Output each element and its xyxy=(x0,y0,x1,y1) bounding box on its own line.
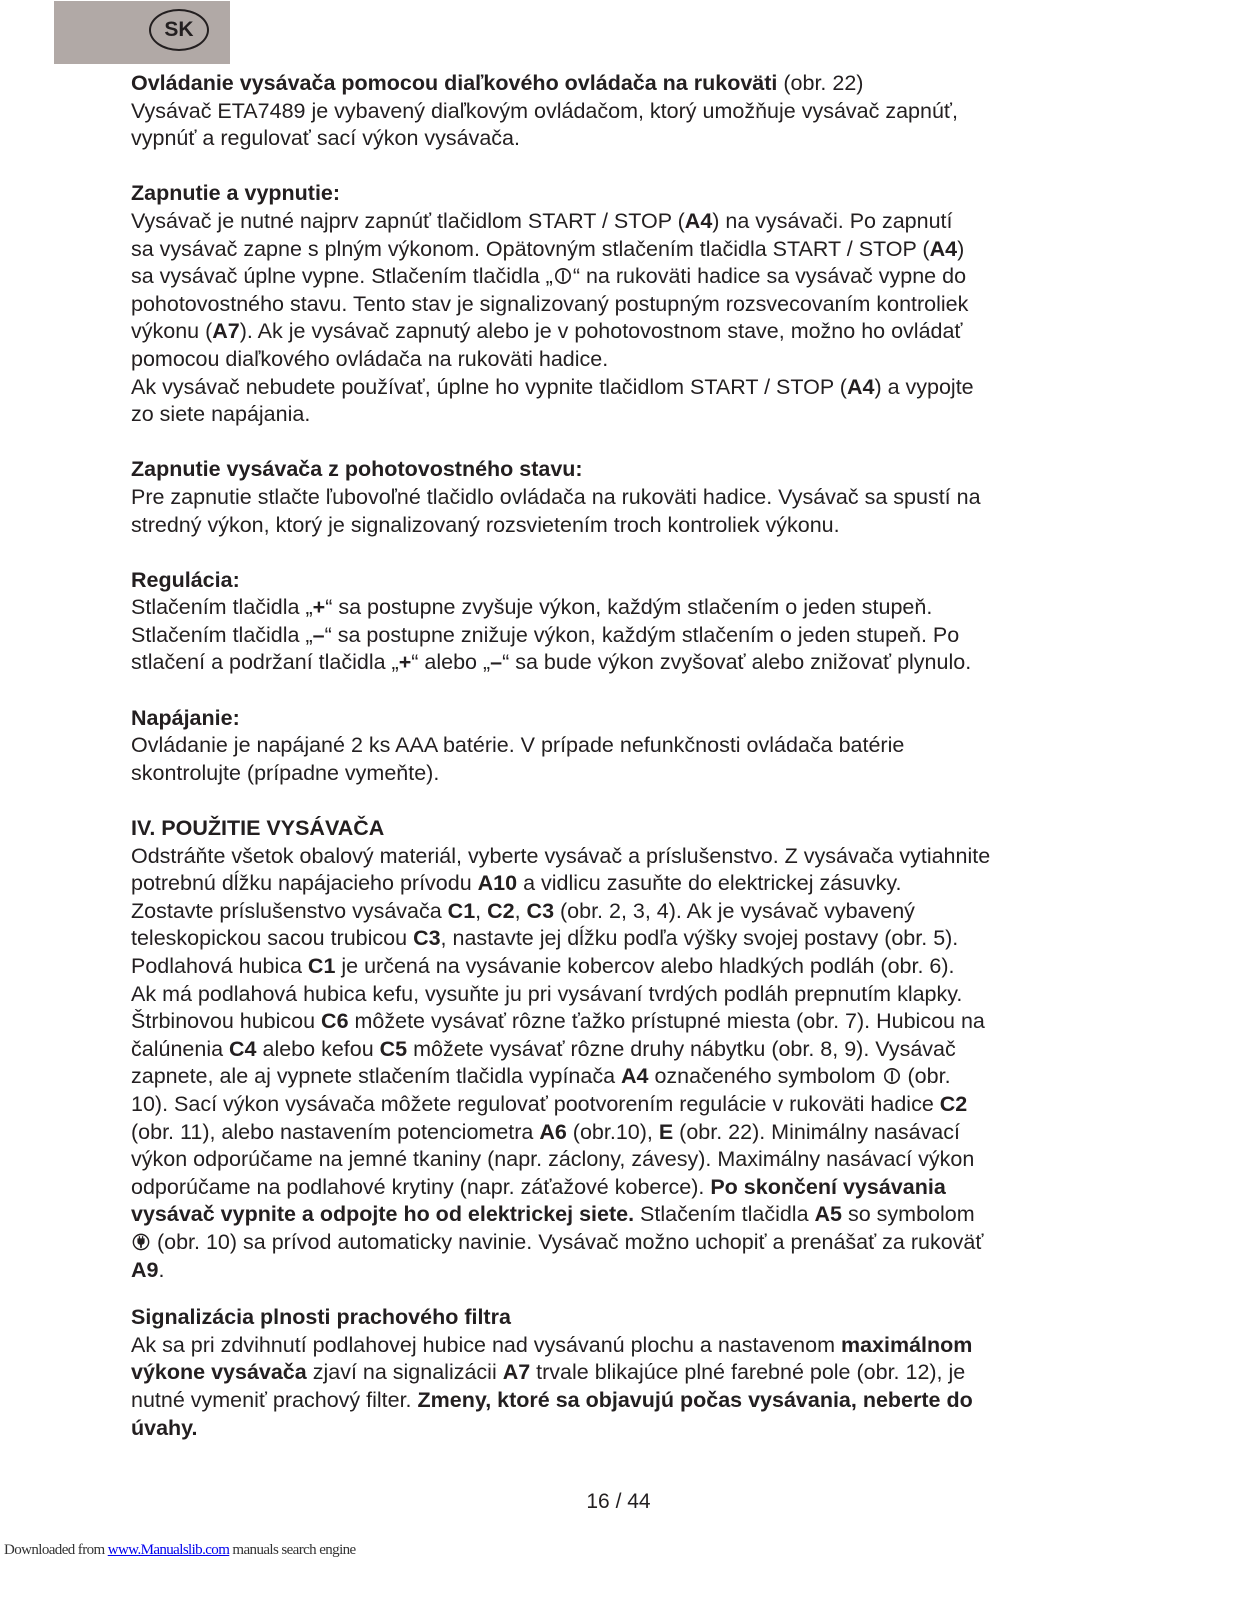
paragraph-line: Ak má podlahová hubica kefu, vysuňte ju pri vysávaní tvrdých podláh prepnutím klapky. xyxy=(131,981,963,1006)
paragraph-line: odporúčame na podlahové krytiny (napr. záťažové koberce). Po skončení vysávania xyxy=(131,1174,946,1199)
paragraph-line: vysávač vypnite a odpojte ho od elektrickej siete. Stlačením tlačidla A5 so symbolom xyxy=(131,1202,975,1227)
paragraph-line: Ak vysávač nebudete používať, úplne ho vypnite tlačidlom START / STOP (A4) a vypojte xyxy=(131,374,974,399)
paragraph-line: úvahy. xyxy=(131,1415,198,1440)
plug-rewind-icon xyxy=(132,1233,150,1251)
power-standby-icon xyxy=(883,1067,901,1085)
paragraph-line: Odstráňte všetok obalový materiál, vyberte vysávač a príslušenstvo. Z vysávača vytiahnite xyxy=(131,843,991,868)
language-badge xyxy=(54,1,230,64)
chapter-heading: IV. POUŽITIE VYSÁVAČA xyxy=(131,816,385,841)
paragraph-line: A9. xyxy=(131,1257,165,1282)
paragraph-line: Zostavte príslušenstvo vysávača C1, C2, C3 (obr. 2, 3, 4). Ak je vysávač vybavený xyxy=(131,898,915,923)
paragraph-line: sa vysávač úplne vypne. Stlačením tlačidla „ “ na rukoväti hadice sa vysávač vypne do xyxy=(131,264,967,289)
paragraph-line: nutné vymeniť prachový filter. Zmeny, ktoré sa objavujú počas vysávania, neberte do xyxy=(131,1387,973,1412)
document-body xyxy=(131,70,1111,1442)
paragraph-line: výkon odporúčame na jemné tkaniny (napr. záclony, závesy). Maximálny nasávací výkon xyxy=(131,1147,975,1172)
paragraph-line: Podlahová hubica C1 je určená na vysávanie kobercov alebo hladkých podláh (obr. 6). xyxy=(131,954,955,978)
paragraph-line: Pre zapnutie stlačte ľubovoľné tlačidlo ovládača na rukoväti hadice. Vysávač sa spustí na xyxy=(131,484,981,509)
paragraph-line: Ovládanie je napájané 2 ks AAA batérie. V prípade nefunkčnosti ovládača batérie xyxy=(131,733,905,758)
manualslib-link[interactable]: www.Manualslib.com xyxy=(107,1542,230,1558)
section-heading: Ovládanie vysávača pomocou diaľkového ovládača na rukoväti (obr. 22) xyxy=(131,71,864,95)
paragraph-line: teleskopickou sacou trubicou C3, nastavte jej dĺžku podľa výšky svojej postavy (obr. 5). xyxy=(131,926,959,951)
paragraph-line: Vysávač je nutné najprv zapnúť tlačidlom START / STOP (A4) na vysávači. Po zapnutí xyxy=(131,208,953,233)
paragraph-line: stlačení a podržaní tlačidla „+“ alebo „–“ sa bude výkon zvyšovať alebo znižovať plynulo. xyxy=(131,650,972,675)
paragraph-line: zapnete, ale aj vypnete stlačením tlačidla vypínača A4 označeného symbolom (obr. xyxy=(131,1064,951,1089)
paragraph-line: 10). Sací výkon vysávača môžete regulovať pootvorením regulácie v rukoväti hadice C2 xyxy=(131,1091,968,1116)
paragraph-line: pohotovostného stavu. Tento stav je signalizovaný postupným rozsvecovaním kontroliek xyxy=(131,291,969,316)
section-heading: Regulácia: xyxy=(131,567,240,592)
paragraph-line: vypnúť a regulovať sací výkon vysávača. xyxy=(131,126,520,151)
language-code: SK xyxy=(149,9,209,51)
paragraph-line: skontrolujte (prípadne vymeňte). xyxy=(131,760,440,785)
paragraph-line: čalúnenia C4 alebo kefou C5 môžete vysávať rôzne druhy nábytku (obr. 8, 9). Vysávač xyxy=(131,1036,956,1061)
paragraph-line: zo siete napájania. xyxy=(131,402,311,427)
paragraph-line: (obr. 10) sa prívod automaticky navinie. Vysávač možno uchopiť a prenášať za rukoväť xyxy=(131,1229,1111,1257)
paragraph-line: Ak sa pri zdvihnutí podlahovej hubice nad vysávanú plochu a nastavenom maximálnom xyxy=(131,1332,973,1357)
section-heading: Zapnutie vysávača z pohotovostného stavu: xyxy=(131,457,583,482)
section-heading: Zapnutie a vypnutie: xyxy=(131,181,341,206)
paragraph-line: Vysávač ETA7489 je vybavený diaľkovým ovládačom, ktorý umožňuje vysávač zapnúť, xyxy=(131,98,958,123)
section-heading: Napájanie: xyxy=(131,705,240,730)
paragraph-line: výkone vysávača zjaví na signalizácii A7 trvale blikajúce plné farebné pole (obr. 12), je xyxy=(131,1360,966,1385)
section-heading: Signalizácia plnosti prachového filtra xyxy=(131,1305,511,1330)
paragraph-line: Štrbinovou hubicou C6 môžete vysávať rôzne ťažko prístupné miesta (obr. 7). Hubicou na xyxy=(131,1009,985,1034)
paragraph-line: výkonu (A7). Ak je vysávač zapnutý alebo je v pohotovostnom stave, možno ho ovládať xyxy=(131,319,963,344)
power-standby-icon xyxy=(554,267,572,285)
paragraph-line: stredný výkon, ktorý je signalizovaný rozsvietením troch kontroliek výkonu. xyxy=(131,512,840,537)
paragraph-line: pomocou diaľkového ovládača na rukoväti hadice. xyxy=(131,346,609,371)
download-footer: Downloaded from www.Manualslib.com manuals search engine xyxy=(4,1542,356,1558)
paragraph-line: (obr. 11), alebo nastavením potenciometra A6 (obr.10), E (obr. 22). Minimálny nasávací xyxy=(131,1119,960,1144)
paragraph-line: Stlačením tlačidla „–“ sa postupne znižuje výkon, každým stlačením o jeden stupeň. Po xyxy=(131,622,960,647)
page-number: 16 / 44 xyxy=(586,1490,651,1513)
paragraph-line: potrebnú dĺžku napájacieho prívodu A10 a vidlicu zasuňte do elektrickej zásuvky. xyxy=(131,871,902,896)
paragraph-line: sa vysávač zapne s plným výkonom. Opätovným stlačením tlačidla START / STOP (A4) xyxy=(131,236,965,261)
paragraph-line: Stlačením tlačidla „+“ sa postupne zvyšuje výkon, každým stlačením o jeden stupeň. xyxy=(131,595,933,620)
